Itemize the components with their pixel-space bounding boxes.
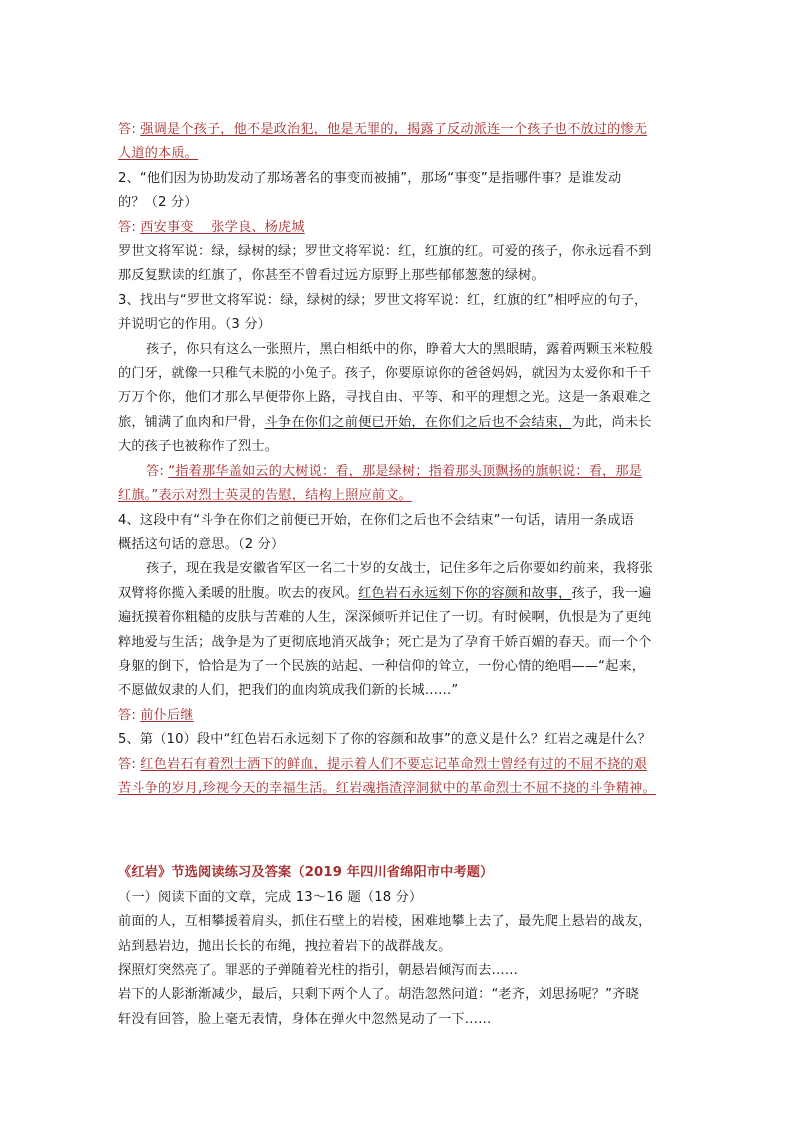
text-segment: 前仆后继: [140, 707, 194, 723]
text-line: [118, 886, 678, 910]
text-segment: 站到悬岩边，抛出长长的布绳，拽拉着岩下的战群战友。: [118, 938, 452, 954]
text-segment: 旅，铺满了血肉和尸骨，: [118, 414, 265, 430]
text-line: [118, 777, 678, 801]
text-line: [118, 118, 678, 142]
text-segment: 答:: [118, 756, 141, 772]
text-segment: 罗世文将军说：绿，绿树的绿；罗世文将军说：红，红旗的红。可爱的孩子，你永远看不到: [118, 244, 652, 260]
text-line: [118, 264, 678, 288]
section-gap: [118, 801, 678, 861]
text-line: [118, 509, 678, 533]
text-line: [118, 655, 678, 679]
text-line: [118, 362, 678, 386]
text-segment: 大的孩子也被称作了烈士。: [118, 439, 279, 455]
text-line: [118, 533, 678, 557]
text-line: [118, 411, 678, 435]
text-segment: 西安事变 张学良、杨虎城: [140, 219, 305, 235]
text-line: [118, 910, 678, 934]
text-segment: 人道的本质。: [118, 146, 199, 162]
text-segment: （一）阅读下面的文章，完成 13～16 题（18 分）: [118, 889, 423, 905]
text-line: [118, 935, 678, 959]
text-segment: 并说明它的作用。（3 分）: [118, 317, 271, 333]
text-segment: 红色岩石有着烈士洒下的鲜血，提示着人们不要忘记革命烈士曾经有过的不屈不挠的艰: [140, 756, 648, 772]
text-line: [118, 338, 678, 362]
text-segment: 孩子，你只有这么一张照片，黑白相纸中的你，睁着大大的黑眼睛，露着两颗玉米粒般: [146, 341, 653, 357]
text-line: [118, 582, 678, 606]
text-segment: 身躯的倒下，恰恰是为了一个民族的站起、一种信仰的耸立，一份心情的绝唱——“起来，: [118, 658, 646, 674]
text-line: [118, 191, 678, 215]
text-line: [118, 289, 678, 313]
text-line: [118, 142, 678, 166]
text-segment: 遍抚摸着你粗糙的皮肤与苦难的人生，深深倾听并记住了一切。有时候啊，仇恨是为了更纯: [118, 610, 652, 626]
text-line: [118, 983, 678, 1007]
text-segment: 红旗。”表示对烈士英灵的告慰，结构上照应前文。: [118, 488, 412, 504]
text-segment: 3、找出与“罗世文将军说：绿，绿树的绿；罗世文将军说：红，红旗的红”相呼应的句子，: [118, 292, 648, 308]
text-segment: 的？（2 分）: [118, 195, 198, 211]
text-segment: 答:: [118, 707, 141, 723]
text-segment: 强调是个孩子，他不是政治犯，他是无罪的，揭露了反动派连一个孩子也不放过的惨无: [140, 122, 648, 137]
text-line: [118, 728, 678, 752]
text-segment: 《红岩》节选阅读练习及答案（2019 年四川省绵阳市中考题）: [118, 865, 494, 881]
text-line: [118, 435, 678, 459]
text-segment: 探照灯突然亮了。罪恶的子弹随着光柱的指引，朝悬岩倾泻而去……: [118, 963, 519, 978]
text-segment: 为此，尚未长: [571, 414, 652, 430]
text-segment: 不愿做奴隶的人们，把我们的血肉筑成我们新的长城……”: [118, 683, 459, 699]
text-segment: 答:: [146, 463, 169, 479]
text-line: [118, 386, 678, 410]
section-title: [118, 861, 678, 885]
text-line: [118, 216, 678, 240]
text-segment: 那反复默读的红旗了，你甚至不曾看过远方原野上那些郁郁葱葱的绿树。: [118, 268, 545, 284]
text-segment: 答:: [118, 219, 141, 235]
text-segment: 轩没有回答，脸上毫无表情，身体在弹火中忽然晃动了一下……: [118, 1011, 492, 1027]
document-page: [118, 118, 678, 1032]
text-line: [118, 704, 678, 728]
text-segment: 苦斗争的岁月,珍视今天的幸福生活。红岩魂指渣滓洞狱中的革命烈士不屈不挠的斗争精神。: [118, 780, 656, 796]
text-segment: 5、第（10）段中“红色岩石永远刻下了你的容颜和故事”的意义是什么？红岩之魂是什么？: [118, 732, 652, 748]
text-line: [118, 557, 678, 581]
text-segment: “指着那华盖如云的大树说：看，那是绿树；指着那头顶飘扬的旗帜说：看，那是: [168, 463, 643, 479]
text-segment: 概括这句话的意思。（2 分）: [118, 536, 285, 552]
text-line: [118, 959, 678, 983]
text-segment: 红色岩石永远刻下你的容颜和故事，: [358, 585, 572, 601]
text-line: [118, 460, 678, 484]
text-line: [118, 167, 678, 191]
text-segment: 孩子，现在我是安徽省军区一名二十岁的女战士，记住多年之后你要如约前来，我将张: [146, 561, 653, 577]
text-segment: 的门牙，就像一只稚气未脱的小兔子。孩子，你要原谅你的爸爸妈妈，就因为太爱你和千千: [118, 366, 652, 382]
text-line: [118, 484, 678, 508]
text-line: [118, 753, 678, 777]
text-segment: 2、“他们因为协助发动了那场著名的事变而被捕”，那场“事变”是指哪件事？是谁发动: [118, 170, 622, 186]
text-segment: 岩下的人影渐渐减少，最后，只剩下两个人了。胡浩忽然问道：“老齐，刘思扬呢？”齐晓: [118, 987, 639, 1003]
text-segment: 双臂将你揽入柔暖的肚腹。吹去的夜风。: [118, 585, 359, 601]
text-line: [118, 679, 678, 703]
text-segment: 粹地爱与生活；战争是为了更彻底地消灭战争；死亡是为了孕育千娇百媚的春天。而一个个: [118, 634, 652, 650]
text-line: [118, 606, 678, 630]
text-line: [118, 240, 678, 264]
text-segment: 答:: [118, 122, 141, 137]
text-line: [118, 631, 678, 655]
text-line: [118, 1008, 678, 1032]
text-segment: 孩子，我一遍: [571, 585, 652, 601]
text-segment: 万万个你，他们才那么早便带你上路，寻找自由、平等、和平的理想之光。这是一条艰难之: [118, 390, 652, 406]
text-segment: 前面的人，互相攀援着肩头，抓住石壁上的岩棱，困难地攀上去了，最先爬上悬岩的战友，: [118, 914, 652, 930]
text-segment: 4、这段中有“斗争在你们之前便已开始，在你们之后也不会结束”一句话，请用一条成语: [118, 512, 634, 528]
text-segment: 斗争在你们之前便已开始，在你们之后也不会结束，: [264, 414, 572, 430]
text-line: [118, 313, 678, 337]
